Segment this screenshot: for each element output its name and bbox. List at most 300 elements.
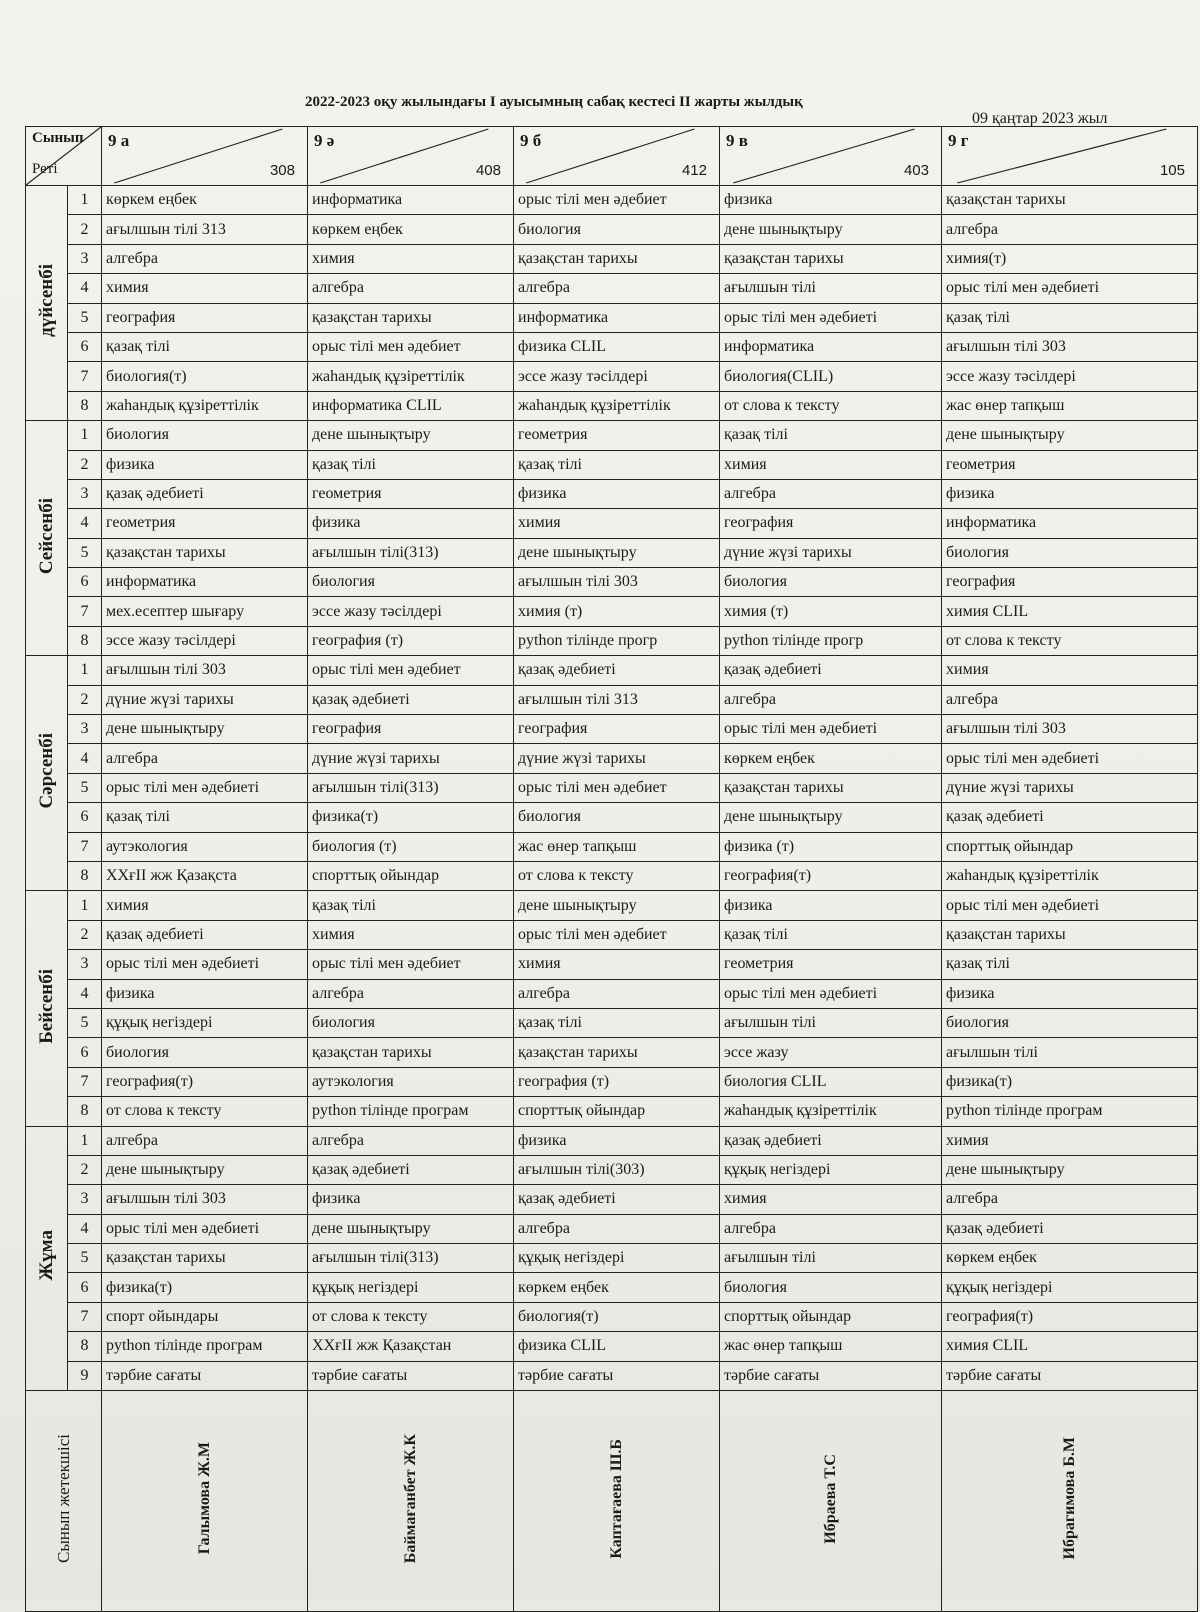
lesson-cell: көркем еңбек	[942, 1244, 1198, 1273]
lesson-cell: от слова к тексту	[942, 626, 1198, 655]
lesson-cell: python тілінде прогр	[720, 626, 942, 655]
lesson-number: 4	[68, 744, 102, 773]
class-teacher-cell	[942, 1391, 1198, 1612]
lesson-number: 2	[68, 215, 102, 244]
day-name: Сейсенбі	[35, 497, 57, 574]
lesson-cell: физика	[308, 1185, 514, 1214]
lesson-cell: эссе жазу	[720, 1038, 942, 1067]
day-cell	[26, 891, 68, 1126]
lesson-cell: химия CLIL	[942, 597, 1198, 626]
lesson-cell: география(т)	[942, 1302, 1198, 1331]
lesson-number: 5	[68, 303, 102, 332]
lesson-row	[26, 1067, 1198, 1096]
lesson-cell: химия (т)	[720, 597, 942, 626]
lesson-cell: қазақ тілі	[720, 421, 942, 450]
lesson-cell: алгебра	[308, 1126, 514, 1155]
corner-order-label: Реті	[32, 161, 58, 177]
lesson-cell: дүние жүзі тарихы	[942, 773, 1198, 802]
lesson-cell: геометрия	[102, 509, 308, 538]
lesson-number: 1	[68, 186, 102, 215]
lesson-cell: орыс тілі мен әдебиет	[514, 186, 720, 215]
lesson-row	[26, 597, 1198, 626]
lesson-cell: ағылшын тілі	[720, 1008, 942, 1037]
lesson-cell: физика(т)	[102, 1273, 308, 1302]
day-name: дүйсенбі	[35, 264, 57, 337]
lesson-row	[26, 1244, 1198, 1273]
lesson-row	[26, 244, 1198, 273]
lesson-cell: құқық негіздері	[720, 1155, 942, 1184]
lesson-cell: құқық негіздері	[102, 1008, 308, 1037]
lesson-cell: орыс тілі мен әдебиеті	[102, 773, 308, 802]
lesson-cell: қазақ әдебиеті	[308, 1155, 514, 1184]
lesson-cell: ағылшын тілі(313)	[308, 538, 514, 567]
lesson-row	[26, 332, 1198, 361]
lesson-cell: көркем еңбек	[308, 215, 514, 244]
lesson-cell: биология	[942, 538, 1198, 567]
lesson-cell: дүние жүзі тарихы	[720, 538, 942, 567]
class-name: 9 б	[520, 131, 542, 150]
lesson-row	[26, 303, 1198, 332]
lesson-cell: спорттық ойындар	[308, 861, 514, 890]
lesson-cell: дене шынықтыру	[942, 1155, 1198, 1184]
lesson-number: 5	[68, 773, 102, 802]
lesson-number: 4	[68, 509, 102, 538]
lesson-number: 7	[68, 1302, 102, 1331]
lesson-row	[26, 274, 1198, 303]
lesson-cell: информатика	[942, 509, 1198, 538]
lesson-row	[26, 1185, 1198, 1214]
class-teacher-name: Баймағанбет Ж.К	[401, 1433, 419, 1564]
lesson-cell: тәрбие сағаты	[308, 1361, 514, 1390]
lesson-cell: химия	[308, 244, 514, 273]
lesson-row	[26, 215, 1198, 244]
lesson-number: 3	[68, 479, 102, 508]
lesson-number: 9	[68, 1361, 102, 1390]
class-teacher-name: Ибраева Т.С	[821, 1453, 839, 1544]
day-name: Жұма	[35, 1230, 57, 1282]
lesson-cell: python тілінде програм	[102, 1332, 308, 1361]
lesson-cell: спорттық ойындар	[514, 1097, 720, 1126]
class-name: 9 а	[108, 131, 130, 150]
class-teacher-cell	[308, 1391, 514, 1612]
lesson-number: 2	[68, 920, 102, 949]
lesson-cell: география(т)	[720, 861, 942, 890]
lesson-cell: геометрия	[942, 450, 1198, 479]
lesson-cell: биология CLIL	[720, 1067, 942, 1096]
lesson-number: 8	[68, 1332, 102, 1361]
lesson-cell: мех.есептер шығару	[102, 597, 308, 626]
lesson-cell: дүние жүзі тарихы	[308, 744, 514, 773]
class-header-3	[514, 127, 720, 186]
class-teachers-row	[26, 1391, 1198, 1612]
lesson-row	[26, 421, 1198, 450]
lesson-cell: қазақстан тарихы	[942, 186, 1198, 215]
lesson-cell: ағылшын тілі 303	[514, 568, 720, 597]
lesson-row	[26, 626, 1198, 655]
lesson-cell: информатика CLIL	[308, 391, 514, 420]
class-teacher-label: Сынып жетекшісі	[53, 1434, 73, 1564]
lesson-cell: биология	[514, 215, 720, 244]
lesson-cell: химия	[720, 1185, 942, 1214]
lesson-cell: орыс тілі мен әдебиет	[308, 656, 514, 685]
lesson-cell: жас өнер тапқыш	[514, 832, 720, 861]
class-teacher-cell	[720, 1391, 942, 1612]
lesson-cell: жаһандық құзіреттілік	[308, 362, 514, 391]
lesson-cell: қазақстан тарихы	[514, 244, 720, 273]
lesson-number: 6	[68, 1273, 102, 1302]
lesson-cell: қазақстан тарихы	[102, 1244, 308, 1273]
lesson-cell: қазақстан тарихы	[514, 1038, 720, 1067]
lesson-cell: қазақ әдебиеті	[102, 479, 308, 508]
lesson-row	[26, 891, 1198, 920]
lesson-cell: орыс тілі мен әдебиет	[514, 920, 720, 949]
lesson-row	[26, 1155, 1198, 1184]
lesson-row	[26, 479, 1198, 508]
lesson-row	[26, 1361, 1198, 1390]
lesson-number: 6	[68, 568, 102, 597]
lesson-cell: химия (т)	[514, 597, 720, 626]
lesson-cell: дене шынықтыру	[514, 538, 720, 567]
lesson-number: 4	[68, 979, 102, 1008]
lesson-cell: қазақстан тарихы	[942, 920, 1198, 949]
lesson-cell: алгебра	[720, 685, 942, 714]
lesson-number: 7	[68, 597, 102, 626]
lesson-number: 5	[68, 538, 102, 567]
lesson-cell: алгебра	[720, 479, 942, 508]
lesson-cell: қазақ тілі	[514, 450, 720, 479]
lesson-cell: қазақ әдебиеті	[942, 1214, 1198, 1243]
lesson-cell: ағылшын тілі 303	[942, 332, 1198, 361]
class-room: 403	[903, 162, 929, 179]
lesson-cell: орыс тілі мен әдебиеті	[720, 303, 942, 332]
lesson-number: 7	[68, 832, 102, 861]
lesson-cell: химия	[942, 1126, 1198, 1155]
lesson-cell: жас өнер тапқыш	[720, 1332, 942, 1361]
lesson-row	[26, 362, 1198, 391]
lesson-cell: эссе жазу тәсілдері	[942, 362, 1198, 391]
lesson-cell: эссе жазу тәсілдері	[308, 597, 514, 626]
lesson-cell: қазақ тілі	[308, 891, 514, 920]
lesson-cell: python тілінде прогр	[514, 626, 720, 655]
day-name: Бейсенбі	[35, 968, 57, 1044]
lesson-cell: орыс тілі мен әдебиеті	[720, 715, 942, 744]
lesson-cell: химия CLIL	[942, 1332, 1198, 1361]
lesson-number: 1	[68, 891, 102, 920]
class-teacher-name: Галымова Ж.М	[195, 1442, 213, 1555]
lesson-cell: география	[514, 715, 720, 744]
lesson-cell: жаһандық құзіреттілік	[102, 391, 308, 420]
lesson-cell: дене шынықтыру	[308, 421, 514, 450]
lesson-cell: орыс тілі мен әдебиеті	[942, 744, 1198, 773]
lesson-cell: физика	[514, 479, 720, 508]
lesson-cell: геометрия	[514, 421, 720, 450]
class-header-5	[942, 127, 1198, 186]
lesson-cell: дене шынықтыру	[942, 421, 1198, 450]
class-teacher-name: Каптағаева Ш.Б	[607, 1438, 625, 1559]
lesson-cell: құқық негіздері	[308, 1273, 514, 1302]
lesson-cell: биология	[102, 421, 308, 450]
lesson-cell: ағылшын тілі 313	[514, 685, 720, 714]
lesson-cell: алгебра	[308, 979, 514, 1008]
lesson-row	[26, 832, 1198, 861]
lesson-row	[26, 1126, 1198, 1155]
lesson-cell: ағылшын тілі	[720, 274, 942, 303]
lesson-row	[26, 1302, 1198, 1331]
lesson-row	[26, 979, 1198, 1008]
lesson-cell: орыс тілі мен әдебиеті	[720, 979, 942, 1008]
class-name: 9 г	[948, 131, 969, 150]
lesson-number: 5	[68, 1008, 102, 1037]
lesson-cell: орыс тілі мен әдебиет	[514, 773, 720, 802]
lesson-number: 1	[68, 656, 102, 685]
lesson-cell: құқық негіздері	[514, 1244, 720, 1273]
lesson-number: 6	[68, 803, 102, 832]
lesson-cell: орыс тілі мен әдебиеті	[942, 274, 1198, 303]
lesson-cell: биология(CLIL)	[720, 362, 942, 391]
lesson-number: 3	[68, 950, 102, 979]
lesson-cell: тәрбие сағаты	[720, 1361, 942, 1390]
lesson-cell: химия	[720, 450, 942, 479]
lesson-cell: тәрбие сағаты	[514, 1361, 720, 1390]
day-name: Сәрсенбі	[35, 733, 57, 809]
lesson-cell: биология(т)	[514, 1302, 720, 1331]
lesson-cell: химия(т)	[942, 244, 1198, 273]
lesson-row	[26, 861, 1198, 890]
lesson-cell: қазақ тілі	[942, 950, 1198, 979]
lesson-row	[26, 1273, 1198, 1302]
lesson-number: 3	[68, 1185, 102, 1214]
lesson-cell: физика CLIL	[514, 1332, 720, 1361]
lesson-row	[26, 715, 1198, 744]
lesson-cell: қазақ әдебиеті	[720, 656, 942, 685]
lesson-row	[26, 803, 1198, 832]
lesson-number: 2	[68, 450, 102, 479]
lesson-cell: алгебра	[308, 274, 514, 303]
class-room: 412	[681, 162, 707, 179]
lesson-cell: химия	[514, 950, 720, 979]
lesson-cell: биология	[942, 1008, 1198, 1037]
lesson-cell: дене шынықтыру	[720, 215, 942, 244]
lesson-cell: физика CLIL	[514, 332, 720, 361]
lesson-cell: ағылшын тілі 303	[942, 715, 1198, 744]
corner-class-label: Сынып	[32, 130, 84, 146]
lesson-cell: алгебра	[942, 1185, 1198, 1214]
lesson-cell: геометрия	[720, 950, 942, 979]
lesson-cell: ағылшын тілі(313)	[308, 773, 514, 802]
lesson-row	[26, 1038, 1198, 1067]
lesson-cell: орыс тілі мен әдебиеті	[102, 1214, 308, 1243]
class-room: 308	[269, 162, 295, 179]
lesson-cell: химия	[514, 509, 720, 538]
lesson-number: 8	[68, 861, 102, 890]
day-cell	[26, 1126, 68, 1391]
document-date: 09 қаңтар 2023 жыл	[972, 110, 1108, 127]
lesson-cell: от слова к тексту	[514, 861, 720, 890]
lesson-cell: ағылшын тілі(313)	[308, 1244, 514, 1273]
lesson-number: 4	[68, 1214, 102, 1243]
lesson-cell: ағылшын тілі(303)	[514, 1155, 720, 1184]
lesson-row	[26, 1008, 1198, 1037]
lesson-cell: дүние жүзі тарихы	[102, 685, 308, 714]
lesson-cell: биология	[308, 1008, 514, 1037]
lesson-cell: физика(т)	[942, 1067, 1198, 1096]
lesson-cell: спорттық ойындар	[720, 1302, 942, 1331]
lesson-cell: география	[102, 303, 308, 332]
lesson-cell: жаһандық құзіреттілік	[514, 391, 720, 420]
lesson-cell: алгебра	[102, 244, 308, 273]
lesson-cell: орыс тілі мен әдебиет	[308, 950, 514, 979]
lesson-cell: информатика	[720, 332, 942, 361]
lesson-number: 2	[68, 685, 102, 714]
lesson-cell: қазақстан тарихы	[308, 1038, 514, 1067]
lesson-cell: ағылшын тілі 303	[102, 1185, 308, 1214]
lesson-cell: тәрбие сағаты	[942, 1361, 1198, 1390]
lesson-cell: XXғII жж Қазақстан	[308, 1332, 514, 1361]
lesson-cell: эссе жазу тәсілдері	[102, 626, 308, 655]
lesson-row	[26, 950, 1198, 979]
lesson-cell: қазақстан тарихы	[720, 244, 942, 273]
lesson-cell: қазақ тілі	[514, 1008, 720, 1037]
lesson-row	[26, 1214, 1198, 1243]
lesson-cell: дүние жүзі тарихы	[514, 744, 720, 773]
lesson-cell: химия	[102, 891, 308, 920]
lesson-cell: физика	[720, 891, 942, 920]
lesson-cell: биология	[514, 803, 720, 832]
lesson-number: 1	[68, 1126, 102, 1155]
lesson-cell: физика	[720, 186, 942, 215]
lesson-cell: биология	[102, 1038, 308, 1067]
lesson-cell: дене шынықтыру	[308, 1214, 514, 1243]
lesson-cell: алгебра	[942, 685, 1198, 714]
lesson-row	[26, 391, 1198, 420]
lesson-cell: қазақ әдебиеті	[720, 1126, 942, 1155]
lesson-cell: қазақ әдебиеті	[102, 920, 308, 949]
lesson-cell: аутэкология	[308, 1067, 514, 1096]
lesson-row	[26, 538, 1198, 567]
header-row	[26, 127, 1198, 186]
class-teacher-name: Ибрагимова Б.М	[1060, 1437, 1078, 1560]
class-room: 105	[1159, 162, 1185, 179]
lesson-cell: биология	[720, 568, 942, 597]
lesson-number: 8	[68, 1097, 102, 1126]
lesson-cell: қазақ тілі	[720, 920, 942, 949]
lesson-cell: информатика	[102, 568, 308, 597]
lesson-cell: спорттық ойындар	[942, 832, 1198, 861]
class-teacher-cell	[514, 1391, 720, 1612]
lesson-cell: жаһандық құзіреттілік	[720, 1097, 942, 1126]
class-teacher-cell	[102, 1391, 308, 1612]
lesson-cell: география	[308, 715, 514, 744]
lesson-cell: информатика	[308, 186, 514, 215]
lesson-row	[26, 685, 1198, 714]
lesson-cell: қазақ тілі	[102, 332, 308, 361]
lesson-row	[26, 744, 1198, 773]
lesson-cell: алгебра	[102, 1126, 308, 1155]
lesson-cell: алгебра	[514, 979, 720, 1008]
lesson-cell: алгебра	[942, 215, 1198, 244]
lesson-cell: дене шынықтыру	[720, 803, 942, 832]
lesson-number: 5	[68, 1244, 102, 1273]
lesson-number: 7	[68, 1067, 102, 1096]
class-teacher-label-cell	[26, 1391, 102, 1612]
lesson-cell: география	[942, 568, 1198, 597]
lesson-cell: тәрбие сағаты	[102, 1361, 308, 1390]
lesson-number: 7	[68, 362, 102, 391]
lesson-cell: дене шынықтыру	[514, 891, 720, 920]
lesson-cell: көркем еңбек	[102, 186, 308, 215]
lesson-cell: қазақ әдебиеті	[942, 803, 1198, 832]
lesson-cell: география (т)	[308, 626, 514, 655]
lesson-cell: ағылшын тілі	[942, 1038, 1198, 1067]
lesson-row	[26, 1332, 1198, 1361]
lesson-cell: қазақ тілі	[102, 803, 308, 832]
lesson-row	[26, 568, 1198, 597]
class-header-2	[308, 127, 514, 186]
lesson-cell: қазақ тілі	[308, 450, 514, 479]
lesson-cell: дене шынықтыру	[102, 1155, 308, 1184]
document-title: 2022-2023 оқу жылындағы I ауысымның сабақ кестесі II жарты жылдық	[305, 94, 803, 110]
lesson-cell: информатика	[514, 303, 720, 332]
class-name: 9 в	[726, 131, 748, 150]
class-name: 9 ә	[314, 131, 335, 150]
lesson-cell: биология	[720, 1273, 942, 1302]
class-header-diagonal	[942, 127, 1197, 185]
lesson-cell: спорт ойындары	[102, 1302, 308, 1331]
lesson-cell: орыс тілі мен әдебиеті	[102, 950, 308, 979]
lesson-row	[26, 186, 1198, 215]
lesson-number: 8	[68, 626, 102, 655]
class-header-1	[102, 127, 308, 186]
class-header-4	[720, 127, 942, 186]
lesson-row	[26, 1097, 1198, 1126]
lesson-cell: физика	[102, 979, 308, 1008]
lesson-cell: физика	[942, 979, 1198, 1008]
lesson-cell: от слова к тексту	[308, 1302, 514, 1331]
lesson-number: 4	[68, 274, 102, 303]
lesson-cell: химия	[942, 656, 1198, 685]
lesson-cell: алгебра	[514, 1214, 720, 1243]
lesson-cell: химия	[308, 920, 514, 949]
lesson-cell: құқық негіздері	[942, 1273, 1198, 1302]
lesson-cell: алгебра	[102, 744, 308, 773]
lesson-cell: физика (т)	[720, 832, 942, 861]
class-room: 408	[475, 162, 501, 179]
lesson-cell: қазақстан тарихы	[308, 303, 514, 332]
lesson-cell: көркем еңбек	[720, 744, 942, 773]
lesson-cell: алгебра	[720, 1214, 942, 1243]
lesson-cell: география	[720, 509, 942, 538]
lesson-number: 3	[68, 715, 102, 744]
day-cell	[26, 186, 68, 421]
lesson-cell: биология (т)	[308, 832, 514, 861]
lesson-cell: физика	[514, 1126, 720, 1155]
lesson-cell: көркем еңбек	[514, 1273, 720, 1302]
lesson-cell: жас өнер тапқыш	[942, 391, 1198, 420]
lesson-number: 6	[68, 332, 102, 361]
lesson-cell: от слова к тексту	[102, 1097, 308, 1126]
lesson-cell: қазақстан тарихы	[720, 773, 942, 802]
lesson-row	[26, 773, 1198, 802]
lesson-cell: python тілінде програм	[308, 1097, 514, 1126]
lesson-row	[26, 450, 1198, 479]
schedule-table	[25, 126, 1198, 1612]
lesson-cell: эссе жазу тәсілдері	[514, 362, 720, 391]
lesson-cell: қазақстан тарихы	[102, 538, 308, 567]
lesson-cell: алгебра	[514, 274, 720, 303]
lesson-cell: геометрия	[308, 479, 514, 508]
lesson-cell: физика	[942, 479, 1198, 508]
lesson-cell: аутэкология	[102, 832, 308, 861]
